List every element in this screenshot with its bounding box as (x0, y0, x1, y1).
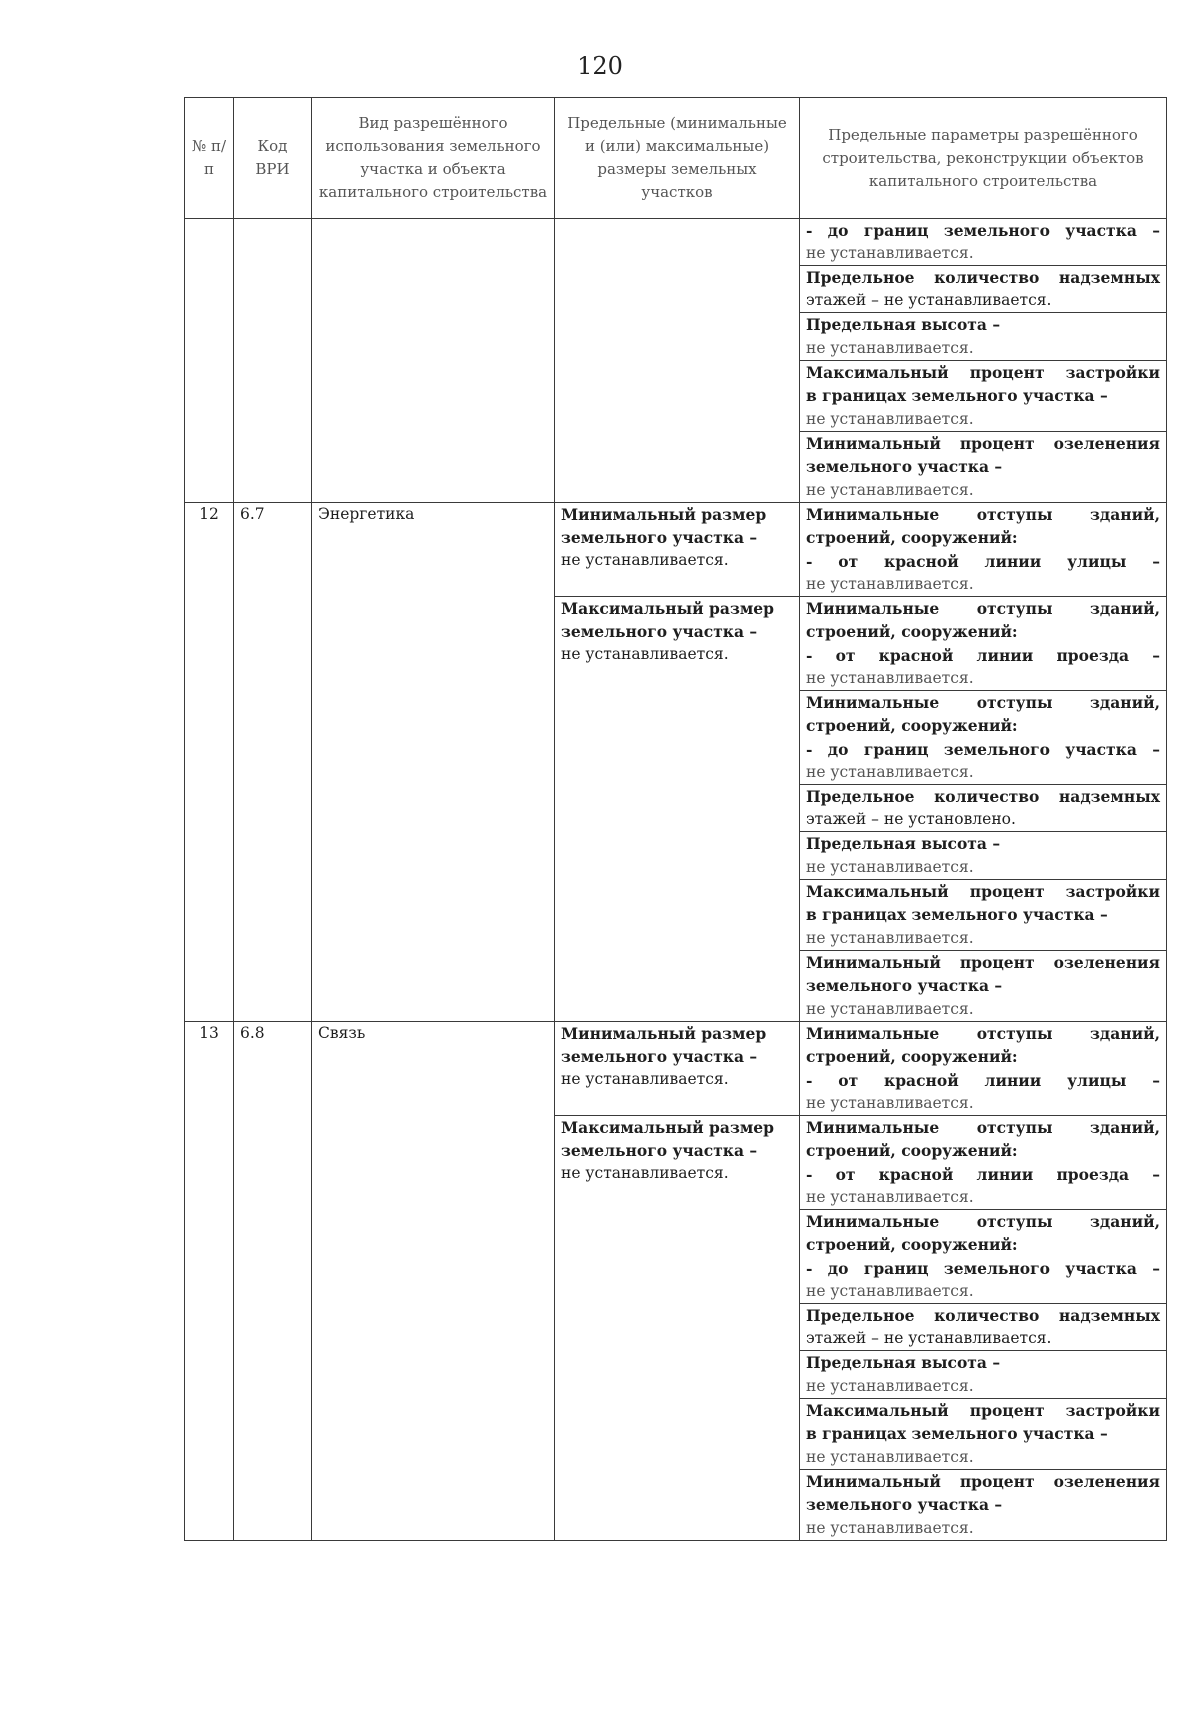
max-size-label: Максимальный размер земельного участка – (561, 1118, 774, 1160)
param-value: этажей – не установлено. (806, 810, 1016, 828)
param-value: не устанавливается. (806, 410, 974, 428)
param-value: не устанавливается. (806, 575, 974, 593)
param-line: Предельная высота – (806, 1353, 1001, 1372)
param-line: земельного участка – (806, 1495, 1003, 1514)
row-number: 12 (185, 503, 234, 1022)
param-cell (800, 1399, 1167, 1470)
param-value: не устанавливается. (806, 929, 974, 947)
param-line: строений, сооружений: (806, 1047, 1018, 1066)
param-line: Предельное количество надземных (806, 268, 1160, 287)
row-number: 13 (185, 1022, 234, 1541)
param-line: Максимальный процент застройки (806, 882, 1160, 901)
table-row (185, 219, 1167, 266)
table-row (185, 1022, 1167, 1116)
param-cell (800, 361, 1167, 432)
param-cell (800, 1210, 1167, 1304)
max-size-cell (555, 597, 800, 1022)
param-line: строений, сооружений: (806, 1141, 1018, 1160)
param-line: Минимальные отступы зданий, (806, 693, 1160, 712)
param-cell (800, 880, 1167, 951)
param-line: Предельное количество надземных (806, 787, 1160, 806)
param-line: Минимальные отступы зданий, (806, 1212, 1160, 1231)
min-size-label: Минимальный размер земельного участка – (561, 505, 767, 547)
param-cell (800, 503, 1167, 597)
param-line: строений, сооружений: (806, 622, 1018, 641)
param-cell (800, 1470, 1167, 1541)
max-size-label: Максимальный размер земельного участка – (561, 599, 774, 641)
param-line: в границах земельного участка – (806, 1424, 1108, 1443)
header-params: Предельные параметры разрешённого строительства, реконструкции объектов капитального строительства (800, 98, 1167, 219)
cont-use-cell (312, 219, 555, 503)
param-cell (800, 219, 1167, 266)
param-value: не устанавливается. (806, 1519, 974, 1537)
param-cell (800, 266, 1167, 313)
param-cell (800, 832, 1167, 880)
param-line: Предельная высота – (806, 315, 1001, 334)
param-value: не устанавливается. (806, 763, 974, 781)
param-line: - от красной линии улицы – (806, 1071, 1160, 1090)
param-line: Минимальные отступы зданий, (806, 1118, 1160, 1137)
param-line: земельного участка – (806, 976, 1003, 995)
param-value: не устанавливается. (806, 244, 974, 262)
param-cell (800, 785, 1167, 832)
header-sizes: Предельные (минимальные и (или) максимальные) размеры земельных участков (555, 98, 800, 219)
param-cell (800, 1116, 1167, 1210)
param-line: - до границ земельного участка – (806, 1259, 1160, 1278)
param-line: строений, сооружений: (806, 1235, 1018, 1254)
param-line: Минимальные отступы зданий, (806, 505, 1160, 524)
min-size-value: не устанавливается. (561, 1070, 729, 1088)
max-size-cell (555, 1116, 800, 1541)
header-num: № п/п (185, 98, 234, 219)
param-line: - до границ земельного участка – (806, 740, 1160, 759)
param-line: Минимальный процент озеленения (806, 434, 1160, 453)
header-use: Вид разрешённого использования земельного участка и объекта капитального строительства (312, 98, 555, 219)
param-line: Максимальный процент застройки (806, 1401, 1160, 1420)
param-value: не устанавливается. (806, 339, 974, 357)
param-cell (800, 691, 1167, 785)
param-line: Минимальные отступы зданий, (806, 599, 1160, 618)
param-line: - от красной линии проезда – (806, 1165, 1160, 1184)
cont-num-cell (185, 219, 234, 503)
param-line: строений, сооружений: (806, 716, 1018, 735)
param-cell (800, 313, 1167, 361)
param-cell (800, 1022, 1167, 1116)
vri-code: 6.8 (234, 1022, 312, 1541)
param-cell (800, 432, 1167, 503)
table-header-row (185, 98, 1167, 219)
use-name: Энергетика (312, 503, 555, 1022)
param-line: строений, сооружений: (806, 528, 1018, 547)
param-line: Максимальный процент застройки (806, 363, 1160, 382)
param-value: не устанавливается. (806, 858, 974, 876)
param-line: Минимальные отступы зданий, (806, 1024, 1160, 1043)
max-size-value: не устанавливается. (561, 1164, 729, 1182)
vri-code: 6.7 (234, 503, 312, 1022)
param-cell (800, 951, 1167, 1022)
param-line: Минимальный процент озеленения (806, 1472, 1160, 1491)
param-value: этажей – не устанавливается. (806, 291, 1052, 309)
param-value: не устанавливается. (806, 1094, 974, 1112)
param-line: Минимальный процент озеленения (806, 953, 1160, 972)
use-name: Связь (312, 1022, 555, 1541)
page-number: 120 (577, 52, 623, 80)
cont-code-cell (234, 219, 312, 503)
param-value: не устанавливается. (806, 1282, 974, 1300)
param-cell (800, 1351, 1167, 1399)
param-line: земельного участка – (806, 457, 1003, 476)
param-cell (800, 1304, 1167, 1351)
min-size-cell (555, 1022, 800, 1116)
param-line: - от красной линии улицы – (806, 552, 1160, 571)
param-line: в границах земельного участка – (806, 386, 1108, 405)
header-code: Код ВРИ (234, 98, 312, 219)
param-value: этажей – не устанавливается. (806, 1329, 1052, 1347)
param-line: Предельная высота – (806, 834, 1001, 853)
min-size-value: не устанавливается. (561, 551, 729, 569)
param-line: Предельное количество надземных (806, 1306, 1160, 1325)
param-value: не устанавливается. (806, 1188, 974, 1206)
table-row (185, 503, 1167, 597)
param-line: - от красной линии проезда – (806, 646, 1160, 665)
land-use-parameters-table (184, 97, 1167, 1541)
max-size-value: не устанавливается. (561, 645, 729, 663)
param-value: не устанавливается. (806, 1000, 974, 1018)
param-value: не устанавливается. (806, 1448, 974, 1466)
min-size-cell (555, 503, 800, 597)
param-line: в границах земельного участка – (806, 905, 1108, 924)
param-value: не устанавливается. (806, 1377, 974, 1395)
param-value: не устанавливается. (806, 669, 974, 687)
min-size-label: Минимальный размер земельного участка – (561, 1024, 767, 1066)
param-cell (800, 597, 1167, 691)
param-value: не устанавливается. (806, 481, 974, 499)
cont-size-cell (555, 219, 800, 503)
param-line: - до границ земельного участка – (806, 221, 1160, 240)
